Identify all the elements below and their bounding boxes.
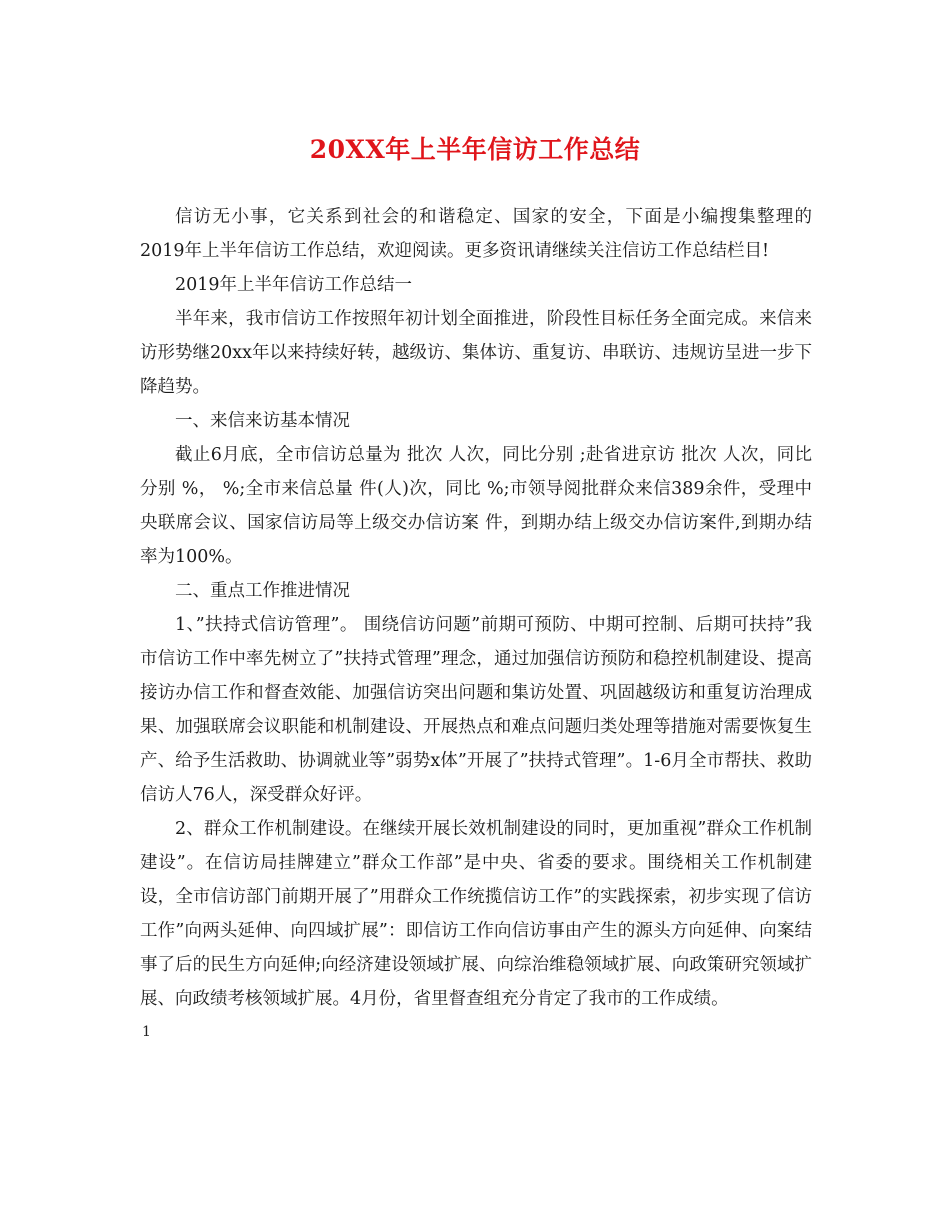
paragraph-subtitle: 2019年上半年信访工作总结一	[175, 275, 413, 295]
paragraph-intro: 信访无小事，它关系到社会的和谐稳定、国家的安全，下面是小编搜集整理的2019年上半年信访工作总结，欢迎阅读。更多资讯请继续关注信访工作总结栏目!	[140, 207, 812, 261]
paragraph-statistics: 截止6月底，全市信访总量为 批次 人次，同比分别 ;赴省进京访 批次 人次，同比分别 %， %;全市来信总量 件(人)次，同比 %;市领导阅批群众来信389余件，受理中央联席会议、国家信访局等上级交办信访案 件，到期办结上级交办信访案件,到期办结率为100%。	[140, 445, 812, 567]
paragraph-mass-work-mechanism: 2、群众工作机制建设。在继续开展长效机制建设的同时，更加重视”群众工作机制建设”。在信访局挂牌建立”群众工作部”是中央、省委的要求。围绕相关工作机制建设，全市信访部门前期开展了”用群众工作统揽信访工作”的实践探索，初步实现了信访工作”向两头延伸、向四域扩展”：即信访工作向信访事由产生的源头方向延伸、向案结事了后的民生方向延伸;向经济建设领域扩展、向综治维稳领域扩展、向政策研究领域扩展、向政绩考核领域扩展。4月份，省里督查组充分肯定了我市的工作成绩。	[140, 819, 812, 1009]
page-number: 1	[142, 1024, 151, 1040]
section-heading-basic-situation: 一、来信来访基本情况	[175, 411, 350, 431]
paragraph-support-management: 1、”扶持式信访管理”。 围绕信访问题”前期可预防、中期可控制、后期可扶持”我市信访工作中率先树立了”扶持式管理”理念，通过加强信访预防和稳控机制建设、提高接访办信工作和督查效能、加强信访突出问题和集访处置、巩固越级访和重复访治理成果、加强联席会议职能和机制建设、开展热点和难点问题归类处理等措施对需要恢复生产、给予生活救助、协调就业等”弱势x体”开展了”扶持式管理”。1-6月全市帮扶、救助信访人76人，深受群众好评。	[140, 615, 812, 805]
section-heading-key-work: 二、重点工作推进情况	[175, 581, 350, 601]
paragraph-overview: 半年来，我市信访工作按照年初计划全面推进，阶段性目标任务全面完成。来信来访形势继20xx年以来持续好转，越级访、集体访、重复访、串联访、违规访呈进一步下降趋势。	[140, 309, 813, 397]
document-title: 20XX年上半年信访工作总结	[309, 135, 641, 164]
document-body	[140, 200, 812, 1016]
